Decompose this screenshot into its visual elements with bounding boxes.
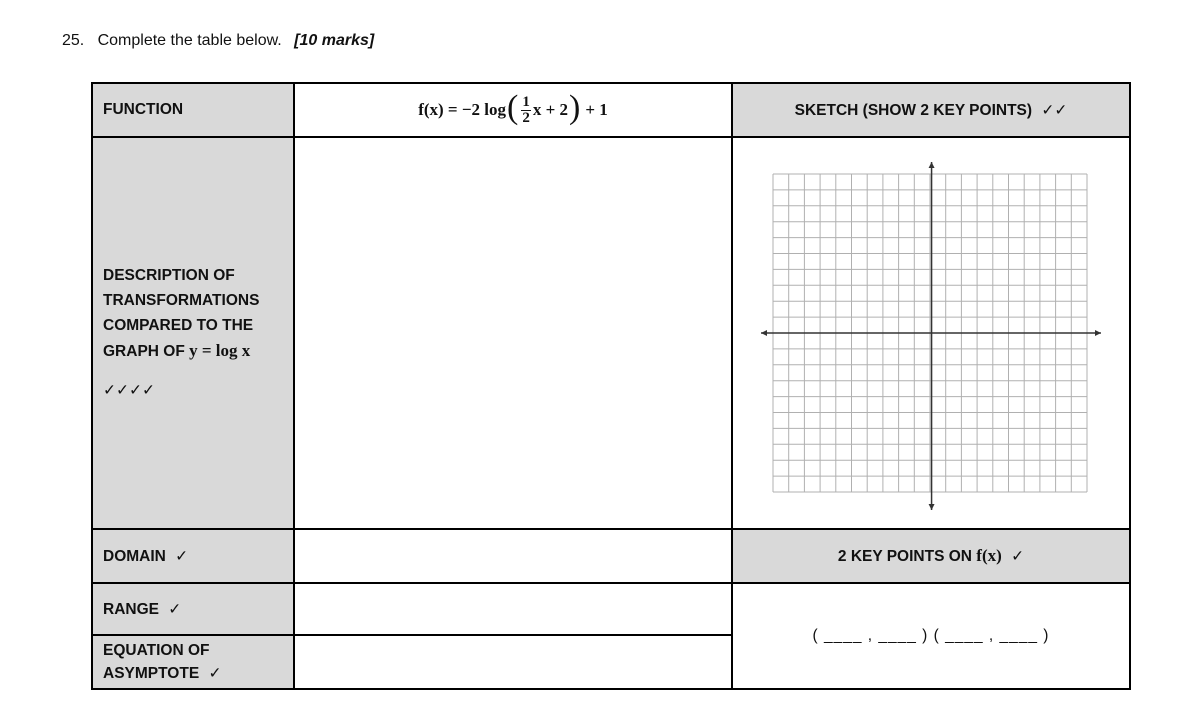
function-label: FUNCTION bbox=[103, 101, 184, 118]
function-label-cell bbox=[92, 83, 294, 137]
domain-label: DOMAIN bbox=[103, 547, 166, 565]
formula-fraction bbox=[521, 95, 531, 126]
sketch-checks: ✓✓ bbox=[1041, 100, 1068, 119]
description-label-cell bbox=[92, 137, 294, 529]
y-axis-arrow-up bbox=[929, 162, 935, 168]
question-heading bbox=[62, 31, 374, 51]
sketch-grid-area[interactable] bbox=[733, 138, 1129, 528]
fraction-numerator: 1 bbox=[522, 93, 530, 110]
function-formula: f(x) = −2 log ( $\frac{1}{2}$ x + 2 ) + 1 bbox=[418, 89, 608, 126]
range-check: ✓ bbox=[168, 599, 182, 618]
range-answer-cell[interactable] bbox=[294, 583, 732, 635]
question-marks: [10 marks] bbox=[294, 32, 375, 49]
sketch-cell[interactable] bbox=[732, 137, 1130, 529]
coordinate-grid[interactable] bbox=[733, 138, 1129, 528]
description-label bbox=[103, 263, 293, 403]
range-label-cell bbox=[92, 583, 294, 635]
question-text: Complete the table below. bbox=[97, 32, 282, 49]
formula-tail: + 1 bbox=[585, 100, 608, 119]
description-checks: ✓✓✓✓ bbox=[103, 381, 155, 399]
key-point-blanks[interactable]: ( ____ , ____ ) ( ____ , ____ ) bbox=[812, 627, 1050, 644]
description-line-1: DESCRIPTION OF bbox=[103, 267, 235, 284]
fraction-denominator: 2 bbox=[522, 109, 530, 126]
key-points-check: ✓ bbox=[1011, 547, 1025, 565]
description-answer-cell[interactable] bbox=[294, 137, 732, 529]
description-line-2: TRANSFORMATIONS bbox=[103, 292, 260, 309]
description-math: y = log x bbox=[189, 341, 251, 360]
question-number: 25. bbox=[62, 32, 85, 49]
key-points-header-cell bbox=[732, 529, 1130, 583]
asymptote-label-line1: EQUATION OF bbox=[103, 641, 210, 659]
sketch-header: SKETCH (SHOW 2 KEY POINTS) bbox=[794, 101, 1033, 119]
asymptote-check: ✓ bbox=[208, 663, 222, 682]
asymptote-answer-cell[interactable] bbox=[294, 635, 732, 689]
formula-lhs: f(x) = −2 log bbox=[418, 100, 507, 119]
asymptote-label-cell bbox=[92, 635, 294, 689]
x-axis-arrow-right bbox=[1095, 330, 1101, 336]
key-points-math: f(x) bbox=[976, 546, 1002, 565]
sketch-header-cell bbox=[732, 83, 1130, 137]
description-line-4: GRAPH OF bbox=[103, 343, 185, 360]
key-points-answer-cell[interactable] bbox=[732, 583, 1130, 689]
x-axis-arrow-left bbox=[761, 330, 767, 336]
domain-label-cell bbox=[92, 529, 294, 583]
function-formula-cell bbox=[294, 83, 732, 137]
key-points-header: 2 KEY POINTS ON bbox=[837, 548, 972, 565]
formula-inner: x + 2 bbox=[532, 100, 569, 119]
range-label: RANGE bbox=[103, 600, 159, 618]
domain-check: ✓ bbox=[175, 546, 189, 565]
worksheet-table bbox=[91, 82, 1131, 690]
asymptote-label-line2: ASYMPTOTE bbox=[103, 664, 200, 682]
description-line-3: COMPARED TO THE bbox=[103, 317, 254, 334]
y-axis-arrow-down bbox=[929, 504, 935, 510]
domain-answer-cell[interactable] bbox=[294, 529, 732, 583]
